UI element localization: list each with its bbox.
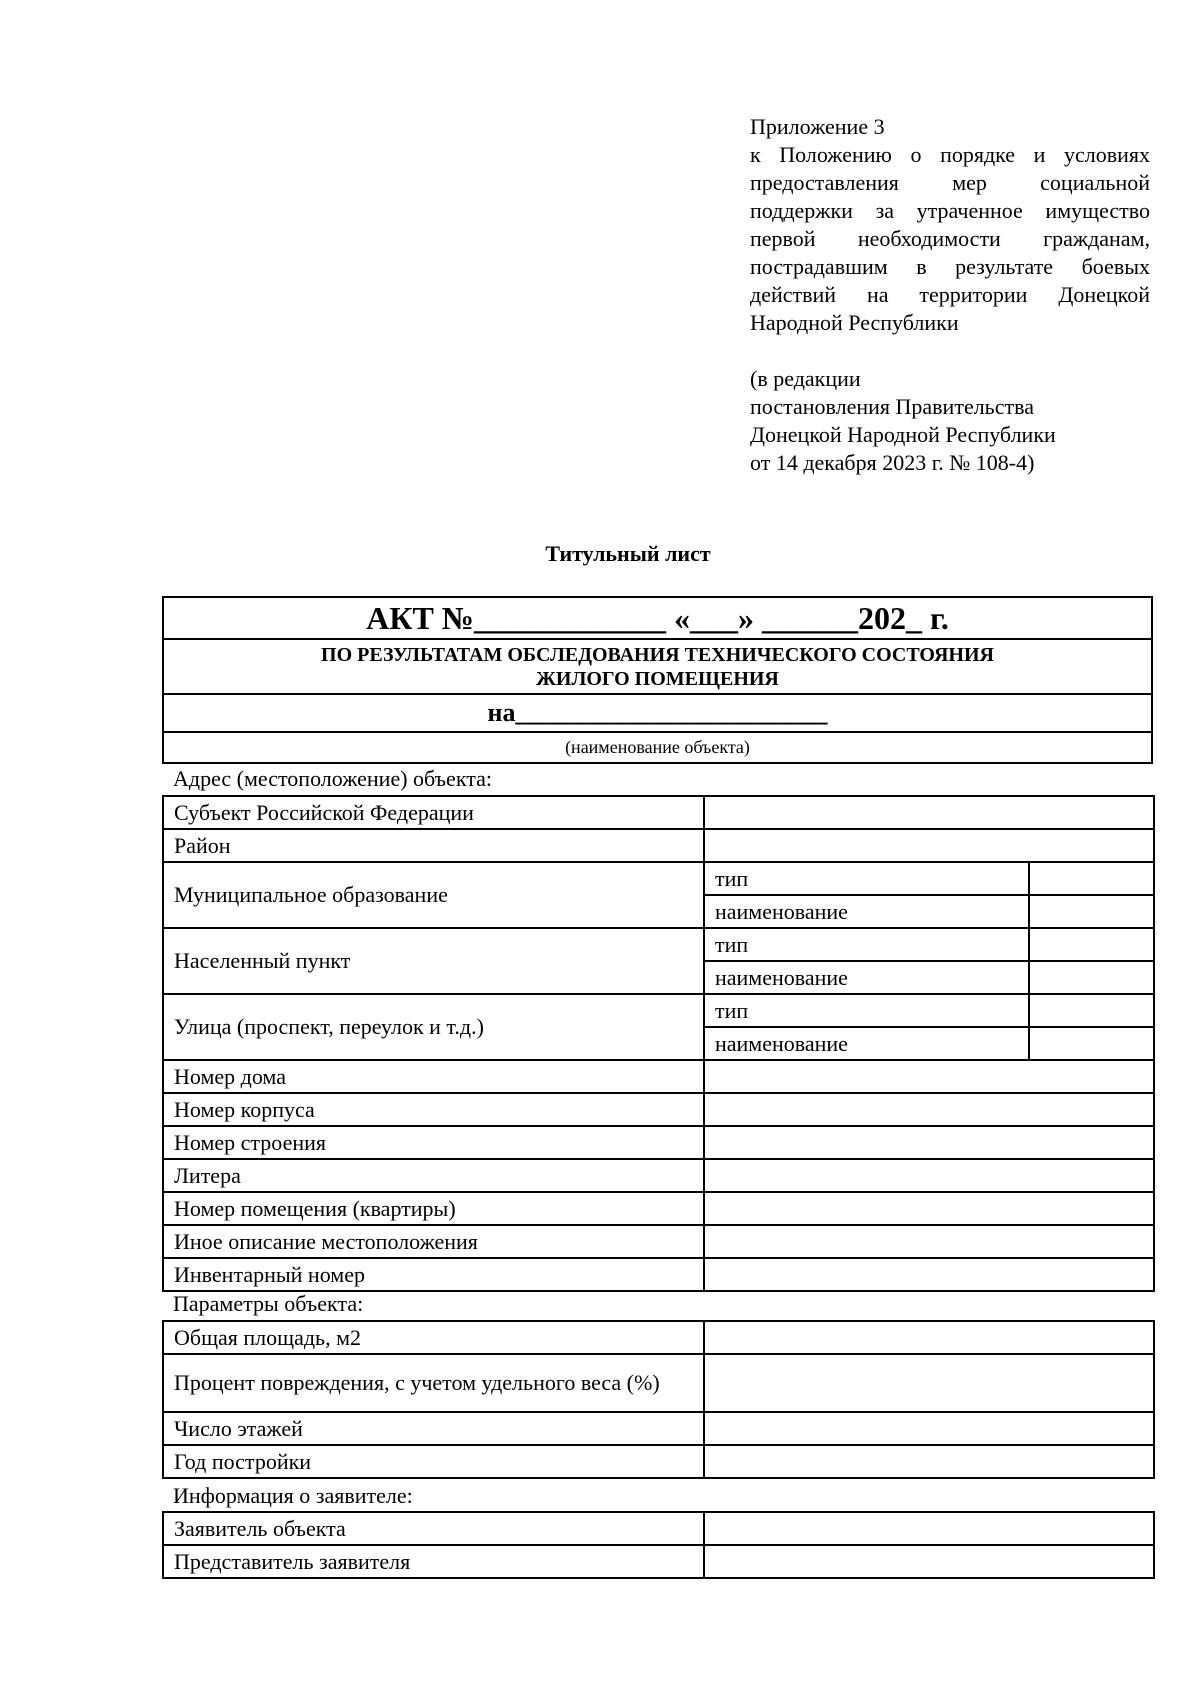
type-label: тип <box>704 928 1029 961</box>
value-cell[interactable] <box>704 1321 1154 1354</box>
act-subtitle-line: ПО РЕЗУЛЬТАТАМ ОБСЛЕДОВАНИЯ ТЕХНИЧЕСКОГО СОСТОЯНИЯ <box>321 643 994 666</box>
value-cell[interactable] <box>1029 928 1154 961</box>
table-row <box>163 1512 1154 1545</box>
table-row <box>163 1412 1154 1445</box>
name-label: наименование <box>704 961 1029 994</box>
parameters-table <box>162 1320 1155 1479</box>
address-section-label: Адрес (местоположение) объекта: <box>173 766 492 791</box>
object-line: на________________________ <box>163 694 1152 732</box>
row-label: Субъект Российской Федерации <box>163 796 704 829</box>
value-cell[interactable] <box>704 1159 1154 1192</box>
row-label: Представитель заявителя <box>163 1545 704 1578</box>
value-cell[interactable] <box>704 1225 1154 1258</box>
table-row <box>163 1126 1154 1159</box>
act-heading: АКТ №____________ «___» ______202_ г. <box>163 597 1152 639</box>
row-label: Общая площадь, м2 <box>163 1321 704 1354</box>
row-label: Иное описание местоположения <box>163 1225 704 1258</box>
table-row <box>163 1060 1154 1093</box>
table-row <box>163 1321 1154 1354</box>
appendix-gap <box>750 337 1150 365</box>
row-label: Номер корпуса <box>163 1093 704 1126</box>
value-cell[interactable] <box>704 1258 1154 1291</box>
act-subtitle-line: ЖИЛОГО ПОМЕЩЕНИЯ <box>536 667 779 690</box>
value-cell[interactable] <box>704 1545 1154 1578</box>
row-label: Номер строения <box>163 1126 704 1159</box>
table-row <box>163 862 1154 895</box>
row-label: Улица (проспект, переулок и т.д.) <box>163 994 704 1060</box>
table-row <box>163 994 1154 1027</box>
row-label: Номер помещения (квартиры) <box>163 1192 704 1225</box>
value-cell[interactable] <box>1029 1027 1154 1060</box>
type-label: тип <box>704 994 1029 1027</box>
value-cell[interactable] <box>704 1412 1154 1445</box>
row-label: Населенный пункт <box>163 928 704 994</box>
row-label: Процент повреждения, с учетом удельного веса (%) <box>163 1354 704 1412</box>
revision-line: постановления Правительства <box>750 394 1034 419</box>
table-row <box>163 1159 1154 1192</box>
value-cell[interactable] <box>704 1445 1154 1478</box>
type-label: тип <box>704 862 1029 895</box>
table-row <box>163 1093 1154 1126</box>
row-label: Литера <box>163 1159 704 1192</box>
act-subtitle <box>163 639 1152 694</box>
value-cell[interactable] <box>704 1093 1154 1126</box>
row-label: Муниципальное образование <box>163 862 704 928</box>
value-cell[interactable] <box>704 1354 1154 1412</box>
value-cell[interactable] <box>1029 895 1154 928</box>
applicant-table <box>162 1511 1155 1579</box>
table-row <box>163 829 1154 862</box>
revision-line: (в редакции <box>750 366 861 391</box>
revision-line: Донецкой Народной Республики <box>750 422 1056 447</box>
revision-line: от 14 декабря 2023 г. № 108-4) <box>750 450 1035 475</box>
value-cell[interactable] <box>1029 994 1154 1027</box>
value-cell[interactable] <box>704 1512 1154 1545</box>
applicant-section-label: Информация о заявителе: <box>173 1483 413 1508</box>
parameters-section-label: Параметры объекта: <box>173 1291 364 1316</box>
document-title: Титульный лист <box>545 541 711 566</box>
row-label: Число этажей <box>163 1412 704 1445</box>
table-row <box>163 796 1154 829</box>
object-caption: (наименование объекта) <box>163 732 1152 763</box>
row-label: Инвентарный номер <box>163 1258 704 1291</box>
act-header-table <box>162 596 1153 764</box>
table-row <box>163 1545 1154 1578</box>
value-cell[interactable] <box>704 1126 1154 1159</box>
table-row <box>163 1258 1154 1291</box>
value-cell[interactable] <box>704 829 1154 862</box>
table-row <box>163 928 1154 961</box>
appendix-body: к Положению о порядке и условиях предоставления мер социальной поддержки за утраченное имущество первой необходимости гражданам, пострадавшим в результате боевых действий на территории Донецкой Народной Республики <box>750 142 1150 335</box>
table-row <box>163 1354 1154 1412</box>
value-cell[interactable] <box>704 1060 1154 1093</box>
table-row <box>163 1192 1154 1225</box>
table-row <box>163 1445 1154 1478</box>
value-cell[interactable] <box>1029 862 1154 895</box>
name-label: наименование <box>704 895 1029 928</box>
appendix-title: Приложение 3 <box>750 114 885 139</box>
table-row <box>163 1225 1154 1258</box>
row-label: Район <box>163 829 704 862</box>
value-cell[interactable] <box>704 1192 1154 1225</box>
address-table <box>162 795 1155 1292</box>
row-label: Год постройки <box>163 1445 704 1478</box>
row-label: Номер дома <box>163 1060 704 1093</box>
value-cell[interactable] <box>1029 961 1154 994</box>
name-label: наименование <box>704 1027 1029 1060</box>
row-label: Заявитель объекта <box>163 1512 704 1545</box>
appendix-block <box>750 113 1150 477</box>
value-cell[interactable] <box>704 796 1154 829</box>
